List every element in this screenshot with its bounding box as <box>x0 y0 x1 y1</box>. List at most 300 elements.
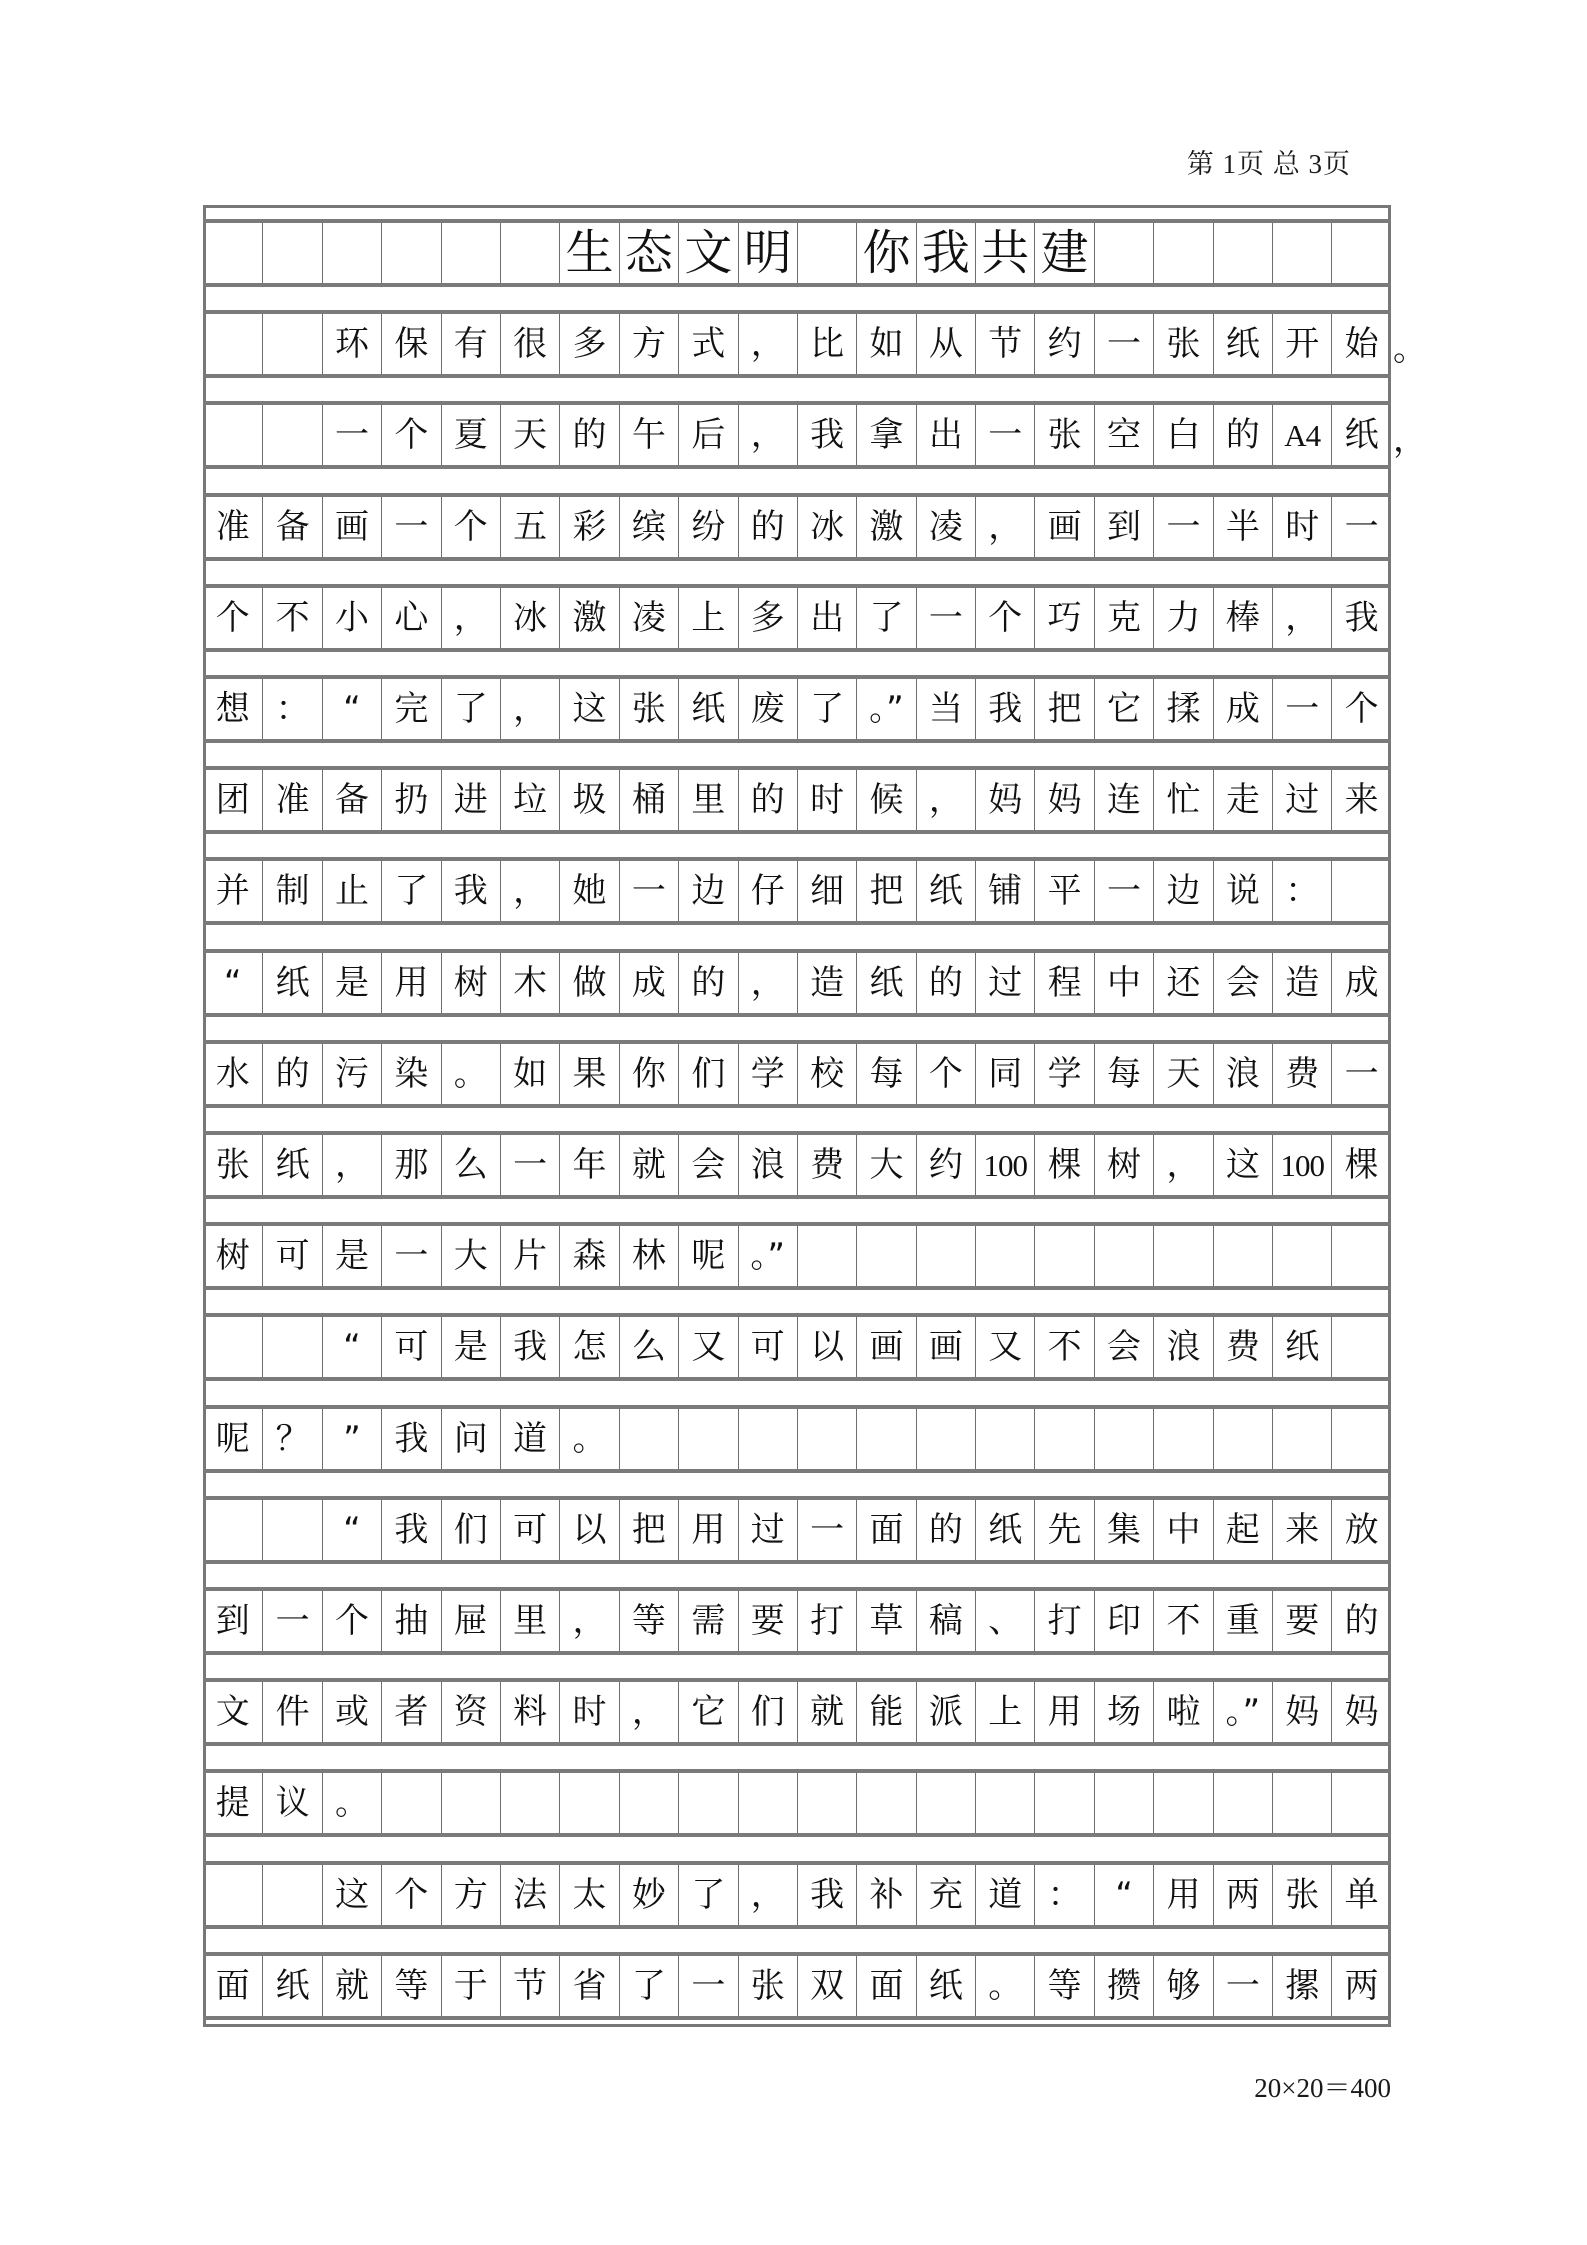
grid-cell: 啦 <box>1153 1682 1212 1742</box>
grid-cell <box>856 1409 915 1469</box>
grid-cell: 浪 <box>738 1135 797 1195</box>
grid-cell: 到 <box>1094 497 1153 557</box>
grid-cell: 妈 <box>1331 1682 1390 1742</box>
grid-cell <box>203 1500 262 1560</box>
grid-cell: 每 <box>856 1044 915 1104</box>
grid-cell: 的 <box>916 953 975 1013</box>
grid-cell: 圾 <box>559 770 618 830</box>
grid-cell: 补 <box>856 1865 915 1925</box>
grid-cell: ， <box>738 953 797 1013</box>
grid-cell: 边 <box>1153 861 1212 921</box>
grid-cell: 张 <box>738 1956 797 2016</box>
grid-cell: 进 <box>441 770 500 830</box>
grid-cell <box>1213 1409 1272 1469</box>
grid-cell: 激 <box>559 588 618 648</box>
grid-cell: 并 <box>215 871 250 912</box>
title-cell <box>1331 223 1390 283</box>
grid-row <box>203 766 1391 834</box>
grid-cell <box>856 1226 915 1286</box>
grid-cell: 细 <box>797 861 856 921</box>
grid-cell: 两 <box>1331 1956 1390 2016</box>
grid-cell: 纸 <box>856 953 915 1013</box>
grid-cell: 我 <box>441 861 500 921</box>
grid-cell: 又 <box>975 1317 1034 1377</box>
grid-cell: 个 <box>975 588 1034 648</box>
grid-cell: 浪 <box>1153 1317 1212 1377</box>
grid-cell: ， <box>500 861 559 921</box>
grid-cell: 的 <box>678 953 737 1013</box>
grid-cell: 这 <box>1213 1135 1272 1195</box>
grid-cell: 的 <box>738 497 797 557</box>
title-cell <box>262 223 321 283</box>
grid-cell <box>975 1773 1034 1833</box>
grid-cell: 浪 <box>1213 1044 1272 1104</box>
grid-cell: 程 <box>1034 953 1093 1013</box>
grid-cell: 会 <box>1094 1317 1153 1377</box>
grid-cell: 的 <box>1213 405 1272 465</box>
grid-cell: 可 <box>500 1500 559 1560</box>
grid-cell: 不 <box>1034 1317 1093 1377</box>
grid-cell: 充 <box>916 1865 975 1925</box>
grid-cell: 很 <box>500 314 559 374</box>
grid-cell: 你 <box>619 1044 678 1104</box>
grid-cell: 扔 <box>381 770 440 830</box>
grid-cell: 后 <box>678 405 737 465</box>
grid-cell: 纸 <box>916 861 975 921</box>
grid-cell: 一 <box>322 405 381 465</box>
grid-cell: 克 <box>1094 588 1153 648</box>
grid-cell <box>916 1773 975 1833</box>
grid-cell <box>1034 1409 1093 1469</box>
grid-cell: 我 <box>381 1409 440 1469</box>
grid-cell: 一 <box>916 588 975 648</box>
grid-cell: 出 <box>916 405 975 465</box>
grid-cell <box>1272 1409 1331 1469</box>
grid-cell: 我 <box>797 405 856 465</box>
grid-cell: 们 <box>678 1044 737 1104</box>
grid-cell: “ <box>322 1500 381 1560</box>
grid-cell: 件 <box>262 1682 321 1742</box>
grid-cell: 把 <box>856 861 915 921</box>
grid-cell <box>1331 861 1390 921</box>
grid-cell: 就 <box>797 1682 856 1742</box>
grid-cell: ， <box>975 497 1034 557</box>
grid-cell: 方 <box>441 1865 500 1925</box>
grid-cell: 团 <box>215 780 250 821</box>
grid-cell <box>619 1409 678 1469</box>
grid-cell <box>1153 1773 1212 1833</box>
grid-cell: 纸 <box>975 1500 1034 1560</box>
grid-cell: 里 <box>500 1591 559 1651</box>
grid-row <box>203 493 1391 561</box>
grid-cell: 每 <box>1094 1044 1153 1104</box>
grid-cell: 印 <box>1094 1591 1153 1651</box>
grid-cell: 成 <box>1331 953 1390 1013</box>
grid-cell: 的 <box>1331 1591 1390 1651</box>
grid-cell <box>975 1409 1034 1469</box>
grid-cell: 备 <box>262 497 321 557</box>
grid-cell: 年 <box>559 1135 618 1195</box>
title-cell <box>441 223 500 283</box>
grid-cell <box>381 1773 440 1833</box>
grid-cell: 。 <box>975 1956 1034 2016</box>
grid-cell: 节 <box>975 314 1034 374</box>
grid-cell: 我 <box>381 1500 440 1560</box>
grid-cell: 怎 <box>559 1317 618 1377</box>
grid-cell: 仔 <box>738 861 797 921</box>
grid-cell: 了 <box>619 1956 678 2016</box>
grid-cell: 纸 <box>678 679 737 739</box>
grid-row <box>203 401 1391 469</box>
grid-cell: 时 <box>1272 497 1331 557</box>
grid-cell: 。” <box>1213 1682 1272 1742</box>
grid-cell: 激 <box>856 497 915 557</box>
grid-cell: 纸 <box>1331 405 1390 465</box>
grid-cell <box>856 1773 915 1833</box>
grid-cell: 多 <box>738 588 797 648</box>
grid-count-label: 20×20＝400 <box>1254 2073 1391 2103</box>
title-cell <box>322 223 381 283</box>
grid-row <box>203 1678 1391 1746</box>
grid-cell: 一 <box>381 497 440 557</box>
grid-cell: 起 <box>1213 1500 1272 1560</box>
grid-cell <box>1034 1773 1093 1833</box>
grid-cell: 一 <box>975 405 1034 465</box>
grid-cell <box>738 1409 797 1469</box>
grid-cell: ， <box>1153 1135 1212 1195</box>
grid-cell: 打 <box>797 1591 856 1651</box>
grid-cell: 我 <box>500 1317 559 1377</box>
grid-cell: 准 <box>215 506 250 547</box>
grid-cell: 力 <box>1153 588 1212 648</box>
page-number: 第 1页 总 3页 <box>1186 149 1351 179</box>
grid-cell: 制 <box>262 861 321 921</box>
grid-cell: 稿 <box>916 1591 975 1651</box>
grid-cell: 抽 <box>381 1591 440 1651</box>
grid-cell: 妈 <box>975 770 1034 830</box>
grid-cell: A4 <box>1272 405 1331 465</box>
grid-cell: 。 <box>322 1773 381 1833</box>
grid-cell: 个 <box>916 1044 975 1104</box>
grid-cell <box>1331 1409 1390 1469</box>
grid-cell: 提 <box>215 1783 250 1824</box>
grid-cell: 纸 <box>262 953 321 1013</box>
grid-cell: 造 <box>797 953 856 1013</box>
grid-cell <box>678 1773 737 1833</box>
grid-cell: 用 <box>1153 1865 1212 1925</box>
grid-cell <box>262 405 321 465</box>
grid-cell <box>262 314 321 374</box>
grid-cell: 成 <box>619 953 678 1013</box>
grid-cell: 纸 <box>916 1956 975 2016</box>
grid-cell: 成 <box>1213 679 1272 739</box>
grid-cell <box>1331 1317 1390 1377</box>
grid-cell: 又 <box>678 1317 737 1377</box>
grid-cell: ： <box>262 679 321 739</box>
grid-cell <box>203 405 262 465</box>
grid-cell: 过 <box>738 1500 797 1560</box>
grid-cell: 水 <box>215 1053 250 1094</box>
title-cell <box>1272 223 1331 283</box>
title-cell: 我 <box>916 223 975 283</box>
grid-cell: 100 <box>1272 1135 1331 1195</box>
grid-cell: 可 <box>738 1317 797 1377</box>
composition-grid-paper <box>203 205 1391 2027</box>
grid-cell: 妙 <box>619 1865 678 1925</box>
grid-cell: 保 <box>381 314 440 374</box>
grid-cell: 走 <box>1213 770 1272 830</box>
grid-cell <box>1153 1409 1212 1469</box>
grid-cell: 能 <box>856 1682 915 1742</box>
grid-cell: ， <box>322 1135 381 1195</box>
grid-cell: 一 <box>1331 1044 1390 1104</box>
grid-cell <box>1331 1773 1390 1833</box>
grid-cell <box>262 1865 321 1925</box>
grid-cell <box>559 1773 618 1833</box>
grid-cell: 学 <box>1034 1044 1093 1104</box>
grid-cell: 桶 <box>619 770 678 830</box>
grid-cell: 纸 <box>262 1135 321 1195</box>
grid-cell: 不 <box>262 588 321 648</box>
grid-cell: 巧 <box>1034 588 1093 648</box>
grid-cell: 了 <box>856 588 915 648</box>
grid-cell: 空 <box>1094 405 1153 465</box>
grid-cell <box>203 1317 262 1377</box>
grid-cell: 始 <box>1331 314 1390 374</box>
grid-cell: 开 <box>1272 314 1331 374</box>
grid-cell: 可 <box>262 1226 321 1286</box>
grid-cell: 画 <box>856 1317 915 1377</box>
grid-cell: 式 <box>678 314 737 374</box>
grid-cell: 大 <box>856 1135 915 1195</box>
grid-cell: 到 <box>215 1601 250 1641</box>
grid-cell: 如 <box>856 314 915 374</box>
grid-cell: 中 <box>1094 953 1153 1013</box>
grid-cell: 屉 <box>441 1591 500 1651</box>
grid-cell: 树 <box>441 953 500 1013</box>
grid-cell: 来 <box>1272 1500 1331 1560</box>
title-row <box>203 219 1391 287</box>
grid-cell: 。” <box>738 1226 797 1286</box>
grid-cell: 拿 <box>856 405 915 465</box>
grid-cell: ？ <box>262 1409 321 1469</box>
grid-cell: 妈 <box>1272 1682 1331 1742</box>
grid-cell: 一 <box>500 1135 559 1195</box>
grid-cell: 个 <box>381 1865 440 1925</box>
grid-cell: 纸 <box>1213 314 1272 374</box>
grid-cell: 说 <box>1213 861 1272 921</box>
grid-cell <box>1331 1226 1390 1286</box>
grid-cell: 时 <box>797 770 856 830</box>
grid-cell: 方 <box>619 314 678 374</box>
margin-punctuation: 。 <box>1393 329 1427 370</box>
grid-cell: 是 <box>322 1226 381 1286</box>
grid-cell: 木 <box>500 953 559 1013</box>
grid-cell: 了 <box>441 679 500 739</box>
grid-row <box>203 857 1391 925</box>
grid-cell: 打 <box>1034 1591 1093 1651</box>
grid-cell: ， <box>738 314 797 374</box>
grid-cell: 画 <box>1034 497 1093 557</box>
grid-cell: 冰 <box>797 497 856 557</box>
grid-cell <box>797 1773 856 1833</box>
grid-cell: 她 <box>559 861 618 921</box>
grid-cell: 天 <box>500 405 559 465</box>
grid-cell: 一 <box>678 1956 737 2016</box>
grid-cell: 约 <box>916 1135 975 1195</box>
grid-cell: 法 <box>500 1865 559 1925</box>
grid-cell: 者 <box>381 1682 440 1742</box>
grid-row <box>203 1405 1391 1473</box>
grid-cell: 呢 <box>215 1418 250 1459</box>
grid-cell <box>916 1226 975 1286</box>
grid-cell: 它 <box>1094 679 1153 739</box>
grid-cell: 垃 <box>500 770 559 830</box>
grid-cell: 纷 <box>678 497 737 557</box>
grid-cell: 备 <box>322 770 381 830</box>
grid-cell: 一 <box>1213 1956 1272 2016</box>
grid-cell: 片 <box>500 1226 559 1286</box>
grid-cell: 我 <box>975 679 1034 739</box>
grid-cell: 张 <box>1034 405 1093 465</box>
grid-cell: 过 <box>975 953 1034 1013</box>
grid-cell: 费 <box>1213 1317 1272 1377</box>
grid-cell: “ <box>322 679 381 739</box>
grid-cell: 用 <box>381 953 440 1013</box>
grid-cell: 面 <box>215 1965 250 2006</box>
grid-cell <box>203 314 262 374</box>
grid-row <box>203 1496 1391 1564</box>
grid-cell <box>1153 1226 1212 1286</box>
grid-cell: 或 <box>322 1682 381 1742</box>
grid-cell: 道 <box>500 1409 559 1469</box>
grid-cell: 么 <box>441 1135 500 1195</box>
grid-cell: 100 <box>975 1135 1034 1195</box>
grid-cell <box>262 1317 321 1377</box>
title-cell <box>1213 223 1272 283</box>
grid-cell: 把 <box>619 1500 678 1560</box>
grid-cell <box>1094 1226 1153 1286</box>
grid-cell: 张 <box>1153 314 1212 374</box>
grid-cell: ： <box>1034 1865 1093 1925</box>
grid-cell <box>1034 1226 1093 1286</box>
grid-cell <box>500 1773 559 1833</box>
grid-cell: 等 <box>381 1956 440 2016</box>
grid-cell: ， <box>738 405 797 465</box>
grid-row <box>203 1861 1391 1929</box>
title-cell <box>1094 223 1153 283</box>
grid-cell: 们 <box>441 1500 500 1560</box>
grid-cell: 先 <box>1034 1500 1093 1560</box>
grid-cell: 废 <box>738 679 797 739</box>
grid-cell: 一 <box>619 861 678 921</box>
grid-cell: 省 <box>559 1956 618 2016</box>
grid-cell: ” <box>322 1409 381 1469</box>
grid-cell <box>1213 1773 1272 1833</box>
margin-punctuation: ， <box>1393 420 1427 461</box>
grid-cell: 这 <box>322 1865 381 1925</box>
grid-cell: 如 <box>500 1044 559 1104</box>
grid-cell: 污 <box>322 1044 381 1104</box>
grid-cell <box>916 1409 975 1469</box>
grid-cell: 需 <box>678 1591 737 1651</box>
grid-cell: 重 <box>1213 1591 1272 1651</box>
grid-cell: 张 <box>215 1145 250 1185</box>
grid-cell: 画 <box>916 1317 975 1377</box>
grid-cell: 凌 <box>619 588 678 648</box>
grid-cell: 一 <box>1153 497 1212 557</box>
grid-cell: 这 <box>559 679 618 739</box>
grid-cell: 那 <box>381 1135 440 1195</box>
grid-cell: 午 <box>619 405 678 465</box>
grid-cell: 派 <box>916 1682 975 1742</box>
grid-cell: 中 <box>1153 1500 1212 1560</box>
grid-cell: 费 <box>1272 1044 1331 1104</box>
grid-cell <box>1272 1773 1331 1833</box>
grid-cell: 问 <box>441 1409 500 1469</box>
grid-cell: 候 <box>856 770 915 830</box>
grid-cell <box>797 1226 856 1286</box>
grid-cell: 集 <box>1094 1500 1153 1560</box>
grid-cell: 以 <box>797 1317 856 1377</box>
grid-cell: 于 <box>441 1956 500 2016</box>
grid-cell: 草 <box>856 1591 915 1651</box>
grid-cell: 面 <box>856 1500 915 1560</box>
grid-cell: “ <box>223 962 242 1003</box>
grid-cell: 连 <box>1094 770 1153 830</box>
grid-cell: 平 <box>1034 861 1093 921</box>
grid-cell: 一 <box>1272 679 1331 739</box>
grid-cell: 纸 <box>262 1956 321 2016</box>
grid-cell: 画 <box>322 497 381 557</box>
title-cell <box>381 223 440 283</box>
grid-cell <box>203 1865 262 1925</box>
title-cell <box>500 223 559 283</box>
grid-cell: 边 <box>678 861 737 921</box>
grid-cell: 五 <box>500 497 559 557</box>
grid-cell: 就 <box>322 1956 381 2016</box>
grid-cell: 忙 <box>1153 770 1212 830</box>
grid-cell: 把 <box>1034 679 1093 739</box>
grid-cell: 费 <box>797 1135 856 1195</box>
title-cell <box>1153 223 1212 283</box>
grid-cell: 单 <box>1331 1865 1390 1925</box>
grid-cell <box>441 1773 500 1833</box>
grid-cell: 环 <box>322 314 381 374</box>
grid-cell: 料 <box>500 1682 559 1742</box>
grid-cell: 摞 <box>1272 1956 1331 2016</box>
grid-cell: 场 <box>1094 1682 1153 1742</box>
title-cell: 建 <box>1034 223 1093 283</box>
grid-cell: 完 <box>381 679 440 739</box>
grid-cell: 、 <box>975 1591 1034 1651</box>
grid-cell: 冰 <box>500 588 559 648</box>
grid-cell: 上 <box>678 588 737 648</box>
grid-cell: 攒 <box>1094 1956 1153 2016</box>
grid-cell <box>262 1500 321 1560</box>
grid-cell: 一 <box>797 1500 856 1560</box>
grid-cell: 一 <box>262 1591 321 1651</box>
grid-cell: 它 <box>678 1682 737 1742</box>
grid-cell: 约 <box>1034 314 1093 374</box>
grid-cell: 了 <box>381 861 440 921</box>
grid-cell: 了 <box>797 679 856 739</box>
grid-cell: 妈 <box>1034 770 1093 830</box>
grid-cell: 张 <box>619 679 678 739</box>
title-cell: 文 <box>678 223 737 283</box>
grid-cell: 森 <box>559 1226 618 1286</box>
grid-cell: 时 <box>559 1682 618 1742</box>
